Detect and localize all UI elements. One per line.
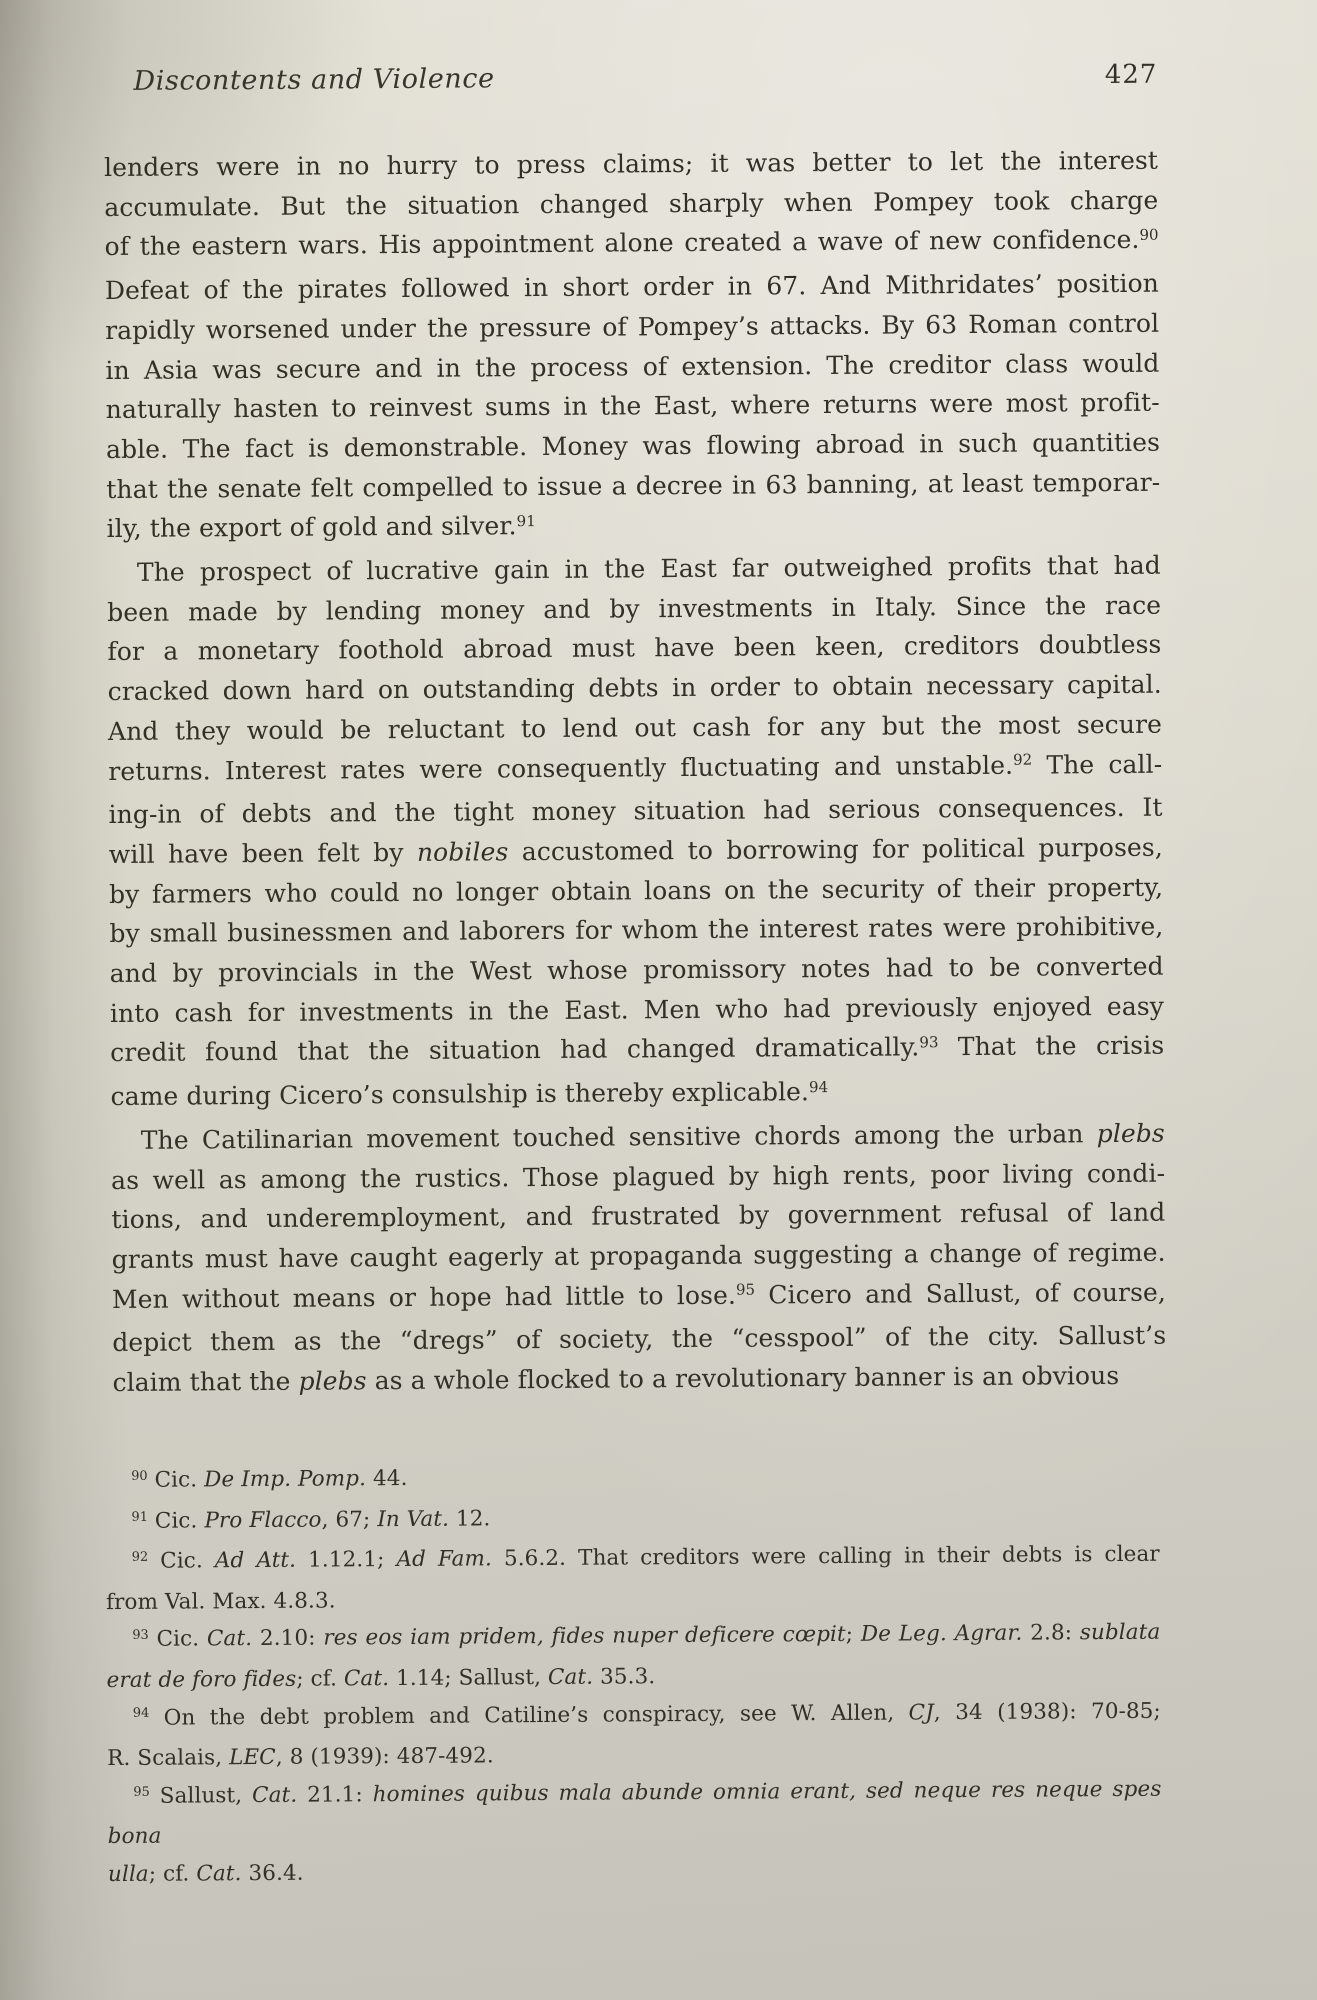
body-paragraph <box>104 141 1161 553</box>
text-segment: of the eastern wars. His appointment alone created a wave of new confidence. <box>104 225 1140 262</box>
footnote-marker: 95 <box>735 1280 756 1300</box>
text-segment: Ad Fam. <box>396 1546 492 1573</box>
text-line <box>110 1026 1164 1077</box>
text-line <box>106 462 1160 509</box>
text-segment: Sallust, <box>159 1782 253 1809</box>
text-segment: 1.14; Sallust, <box>389 1664 549 1692</box>
text-segment: Cat. <box>206 1626 253 1652</box>
text-segment: will have been felt by <box>108 837 418 869</box>
text-line <box>104 141 1158 188</box>
footnote-line <box>106 1614 1160 1662</box>
text-segment: That the crisis <box>938 1031 1165 1062</box>
text-segment: R. Scalais, <box>107 1745 230 1772</box>
text-segment: 2.8: <box>1022 1620 1080 1647</box>
text-segment: The Catilinarian movement touched sensitive chords among the urban <box>140 1119 1097 1155</box>
footnote-marker: 93 <box>132 1628 149 1644</box>
text-line <box>105 303 1159 350</box>
footnote <box>107 1692 1162 1778</box>
text-segment: sublata <box>1079 1620 1161 1646</box>
text-line <box>112 1356 1166 1403</box>
text-segment: ; <box>845 1622 861 1648</box>
text-segment: ulla <box>107 1861 149 1887</box>
text-segment: 12. <box>448 1505 491 1532</box>
text-segment: The prospect of lucrative gain in the East far outweighed profits that had <box>136 550 1161 587</box>
text-segment: De Imp. Pomp. <box>204 1466 367 1493</box>
text-segment: and by provincials in the West whose promissory notes had to be converted <box>109 951 1164 989</box>
page-number: 427 <box>1104 59 1158 91</box>
footnote-marker: 94 <box>132 1706 150 1722</box>
text-segment: , 67; <box>321 1506 378 1533</box>
text-segment: , 34 (1938): 70-85; <box>933 1698 1161 1725</box>
text-segment: for a monetary foothold abroad must have been keen, creditors doubtless <box>107 630 1162 667</box>
text-segment: LEC <box>228 1745 276 1771</box>
text-segment: Men without means or hope had little to lose. <box>111 1280 737 1314</box>
text-segment: plebs <box>1096 1118 1165 1149</box>
text-segment: And they would be reluctant to lend out cash for any but the most secure <box>107 709 1163 746</box>
text-segment: On the debt problem and Catiline’s conspiracy, see W. Allen, <box>163 1700 909 1731</box>
text-segment: Cic. <box>156 1626 208 1653</box>
text-segment: , 8 (1939): 487-492. <box>275 1743 494 1771</box>
text-segment: res eos iam pridem, fides nuper deficere cœpit <box>323 1622 846 1651</box>
text-segment: Cic. <box>154 1507 205 1534</box>
text-segment: plebs <box>298 1366 367 1396</box>
footnote-marker: 95 <box>133 1784 150 1800</box>
text-segment: Cic. <box>160 1548 215 1574</box>
text-segment: into cash for investments in the East. Men who had previously enjoyed easy <box>109 991 1165 1028</box>
text-line <box>112 1272 1166 1323</box>
footnote-marker: 93 <box>919 1033 939 1052</box>
text-line <box>106 502 1160 553</box>
text-segment: Defeat of the pirates followed in short order in 67. And Mithridates’ position <box>104 268 1159 306</box>
text-segment: 2.10: <box>252 1625 324 1652</box>
text-line <box>107 546 1161 593</box>
text-segment: Cat. <box>343 1666 390 1692</box>
text-segment: 21.1: <box>297 1781 373 1808</box>
body-paragraph <box>107 546 1165 1121</box>
text-segment: by farmers who could no longer obtain loans on the security of their property, <box>109 872 1164 909</box>
running-header-title: Discontents and Violence <box>133 63 495 97</box>
text-segment: by small businessmen and laborers for whom the interest rates were prohibitive, <box>109 912 1164 949</box>
text-segment: grants must have caught eagerly at propaganda suggesting a change of regime. <box>111 1237 1166 1274</box>
footnote-marker: 92 <box>131 1549 149 1565</box>
text-segment: claim that the <box>112 1366 299 1398</box>
text-segment <box>150 1783 160 1808</box>
text-segment: naturally hasten to reinvest sums in the East, where returns were most profit- <box>105 387 1160 425</box>
text-segment: ; cf. <box>296 1666 345 1692</box>
text-segment: in Asia was secure and in the process of extension. The creditor class would <box>105 348 1160 385</box>
text-segment: been made by lending money and by investments in Italy. Since the race <box>107 590 1162 627</box>
text-line <box>111 1114 1165 1161</box>
text-segment: 36.4. <box>241 1860 304 1887</box>
text-segment: ily, the export of gold and silver. <box>106 511 517 544</box>
text-segment: cracked down hard on outstanding debts in order to obtain necessary capital. <box>107 669 1162 707</box>
text-segment: lenders were in no hurry to press claims; it was better to let the interest <box>103 145 1159 183</box>
footnote-marker: 91 <box>516 512 536 531</box>
text-segment: accumulate. But the situation changed sharply when Pompey took charge <box>104 185 1159 222</box>
text-line <box>112 1233 1166 1280</box>
text-line <box>109 828 1163 875</box>
footnote-line <box>106 1536 1160 1584</box>
text-segment: rapidly worsened under the pressure of Pompey’s attacks. By 63 Roman control <box>105 308 1160 345</box>
text-segment: nobiles <box>416 837 509 867</box>
text-line <box>108 744 1162 795</box>
text-segment: able. The fact is demonstrable. Money was flowing abroad in such quantities <box>105 427 1161 464</box>
footnote-marker: 90 <box>131 1468 148 1484</box>
body-paragraph <box>111 1114 1167 1403</box>
text-segment: Cicero and Sallust, of course, <box>754 1277 1167 1310</box>
text-segment: Cic. <box>154 1467 205 1493</box>
text-segment: In Vat. <box>377 1506 450 1532</box>
text-segment: ing-in of debts and the tight money situation had serious consequences. It <box>108 792 1163 830</box>
text-segment: homines quibus mala abunde omnia erant, sed neque res neque spes bona <box>107 1776 1162 1850</box>
text-segment: that the senate felt compelled to issue a decree in 63 banning, at least temporar- <box>106 467 1161 504</box>
footnote-marker: 91 <box>131 1509 148 1525</box>
running-header <box>103 59 1157 97</box>
text-segment: Cat. <box>196 1861 242 1887</box>
text-segment: 35.3. <box>593 1664 656 1690</box>
text-line <box>108 705 1162 752</box>
text-segment: as a whole flocked to a revolutionary banner is an obvious <box>366 1361 1120 1396</box>
footnote-marker: 94 <box>808 1077 829 1097</box>
footnote-marker: 92 <box>1013 750 1033 770</box>
body-text <box>104 141 1167 1403</box>
text-segment: CJ <box>908 1699 934 1726</box>
text-segment: 44. <box>365 1465 408 1492</box>
footnote-line <box>108 1849 1162 1894</box>
text-segment <box>148 1549 160 1574</box>
text-segment: Pro Flacco <box>204 1507 322 1533</box>
footnote-marker: 90 <box>1139 225 1159 244</box>
text-segment: De Leg. Agrar. <box>860 1621 1023 1648</box>
footnotes-block <box>105 1455 1162 1894</box>
text-segment: returns. Interest rates were consequently fluctuating and unstable. <box>108 750 1014 786</box>
text-segment: Cat. <box>252 1782 298 1808</box>
text-segment: tions, and underemployment, and frustrated by government refusal of land <box>111 1197 1166 1235</box>
text-segment: credit found that the situation had changed dramatically. <box>110 1032 920 1068</box>
text-segment: from Val. Max. 4.8.3. <box>105 1588 336 1615</box>
footnote <box>106 1614 1161 1700</box>
text-segment: Cat. <box>547 1664 594 1690</box>
footnote <box>106 1536 1161 1622</box>
text-line <box>106 423 1160 470</box>
text-segment <box>149 1705 164 1730</box>
text-segment: 1.12.1; <box>295 1547 397 1573</box>
text-segment: depict them as the “dregs” of society, the “cesspool” of the city. Sallust’s <box>112 1321 1167 1358</box>
text-segment: Ad Att. <box>214 1547 297 1574</box>
footnote <box>107 1770 1162 1893</box>
text-segment: The call- <box>1032 749 1163 780</box>
text-line <box>104 220 1158 271</box>
text-segment: as well as among the rustics. Those plagued by high rents, poor living condi- <box>111 1158 1166 1195</box>
text-segment: accustomed to borrowing for political purposes, <box>508 832 1163 867</box>
footnote-line <box>107 1692 1161 1740</box>
footnote-line <box>107 1770 1162 1856</box>
text-segment: 5.6.2. That creditors were calling in their debts is clear <box>491 1541 1160 1572</box>
text-line <box>110 947 1164 994</box>
text-segment: came during Cicero’s consulship is thereby explicable. <box>110 1077 810 1112</box>
text-segment: ; cf. <box>148 1861 197 1887</box>
text-segment: erat de foro fides <box>106 1666 297 1694</box>
text-line <box>110 1070 1164 1121</box>
